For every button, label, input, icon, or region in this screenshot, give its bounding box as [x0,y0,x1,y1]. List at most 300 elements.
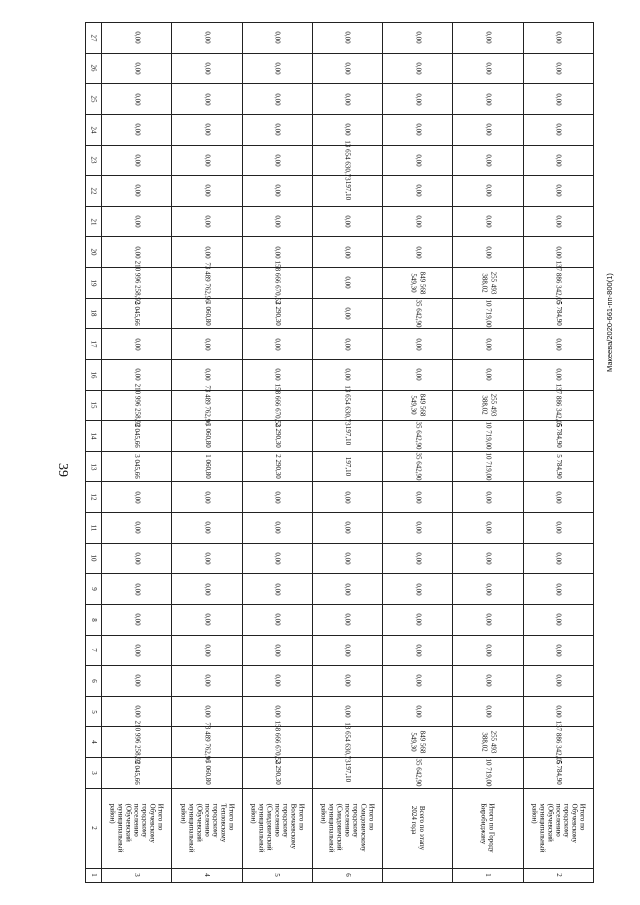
row-label-cell [242,788,312,868]
cell-value: 0,00 [203,337,212,351]
value-cell [383,758,453,789]
cell-value: 0,00 [414,705,423,718]
value-cell [312,574,382,605]
value-cell [172,385,242,426]
cell-value: 3 045,66 [133,760,142,786]
column-number: 23 [89,156,98,164]
row-number: 4 [202,873,211,877]
row-label: Итого по Тепловскому городскому поселению (Обучевский муниципальный район) [178,803,235,853]
value-cell [102,298,172,329]
table-row [86,114,594,145]
cell-value: 0,00 [133,62,142,75]
value-cell [453,268,523,299]
cell-value: 0,00 [133,184,142,198]
cell-value: 0,00 [343,582,352,596]
cell-value: 849 568 549,30 [409,393,427,417]
column-number: 6 [89,679,98,683]
value-cell [102,84,172,115]
value-cell [523,666,593,697]
value-cell [453,451,523,482]
cell-value: 0,00 [414,644,423,657]
value-cell [453,23,523,54]
column-number: 1 [89,873,98,877]
cell-value: 73 489 762,96 [203,385,212,426]
cell-value: 0,00 [273,674,282,688]
cell-value: 5 784,90 [554,760,563,786]
cell-value: 0,00 [484,582,493,596]
value-cell [383,237,453,268]
value-cell [312,140,382,181]
cell-value: 0,00 [203,92,212,106]
value-cell [102,145,172,176]
value-cell [312,604,382,635]
table-row [86,868,594,882]
cell-value: 0,00 [484,123,493,136]
cell-value: 0,00 [554,92,563,106]
value-cell [523,176,593,207]
value-cell [453,390,523,421]
cell-value: 35 642,90 [414,421,423,450]
value-cell [383,114,453,145]
table-row [86,758,594,789]
value-cell [102,206,172,237]
value-cell [312,666,382,697]
value-cell [383,543,453,574]
value-cell [523,543,593,574]
value-cell [172,114,242,145]
value-cell [172,758,242,789]
cell-value: 0,00 [343,644,352,657]
cell-value: 0,00 [484,491,493,504]
value-cell [453,727,523,758]
cell-value: 35 642,90 [414,299,423,328]
cell-value: 0,00 [484,613,493,626]
table-row [86,390,594,421]
cell-value: 0,00 [414,62,423,75]
cell-value: 0,00 [203,521,212,534]
value-cell [523,329,593,360]
column-number-cell [86,421,102,452]
column-number: 2 [89,826,98,830]
value-cell [242,758,312,789]
value-cell [242,482,312,513]
data-table [85,22,594,883]
row-label: Всего по этапу 2024 года [409,805,426,851]
column-number-cell [86,268,102,299]
cell-value: 3 045,66 [133,423,142,449]
cell-value: 0,00 [554,246,563,259]
cell-value: 0,00 [273,337,282,351]
cell-value: 0,00 [414,184,423,198]
cell-value: 10 719,00 [484,452,493,481]
cell-value: 3 045,66 [133,301,142,326]
value-cell [383,390,453,421]
cell-value: 0,00 [273,368,282,381]
cell-value: 0,00 [273,62,282,75]
cell-value: 0,00 [203,123,212,136]
column-number: 12 [89,493,98,501]
value-cell [172,176,242,207]
cell-value: 0,00 [343,62,352,75]
value-cell [102,23,172,54]
value-cell [242,604,312,635]
value-cell [102,513,172,544]
value-cell [242,53,312,84]
value-cell [102,574,172,605]
table-row [86,176,594,207]
cell-value: 158 666 670,53 [273,260,282,305]
column-number: 22 [89,187,98,195]
column-number-cell [86,237,102,268]
column-number: 18 [89,309,98,317]
value-cell [242,635,312,666]
cell-value: 0,00 [484,644,493,657]
value-cell [453,543,523,574]
row-label-cell [312,788,382,868]
cell-value: 0,00 [414,491,423,504]
value-cell [172,543,242,574]
table-row [86,206,594,237]
column-number-cell [86,298,102,329]
cell-value: 0,00 [133,31,142,44]
table-row [86,268,594,299]
cell-value: 1 060,80 [203,423,212,449]
value-cell [242,176,312,207]
value-cell [312,23,382,54]
cell-value: 0,00 [343,215,352,228]
value-cell [312,268,382,299]
column-number-cell [86,635,102,666]
cell-value: 5 784,90 [554,454,563,479]
cell-value: 255 493 388,02 [480,730,498,754]
value-cell [453,237,523,268]
value-cell [453,421,523,452]
value-cell [523,298,593,329]
cell-value: 0,00 [484,184,493,198]
cell-value: 0,00 [203,705,212,718]
table-row [86,604,594,635]
cell-value: 0,00 [133,521,142,534]
column-number-cell [86,696,102,727]
value-cell [383,84,453,115]
cell-value: 0,00 [554,674,563,688]
value-cell [242,329,312,360]
value-cell [102,451,172,482]
cell-value: 0,00 [273,184,282,198]
cell-value: 197,10 [343,763,352,783]
column-number-cell [86,666,102,697]
column-number-cell [86,451,102,482]
data-table-frame [85,22,593,882]
value-cell [242,114,312,145]
row-number: 3 [132,873,141,877]
column-number: 4 [89,740,98,744]
value-cell [312,176,382,207]
value-cell [312,758,382,789]
column-number-cell [86,23,102,54]
value-cell [523,720,593,765]
value-cell [383,696,453,727]
cell-value: 0,00 [484,31,493,44]
column-number: 5 [89,709,98,714]
cell-value: 0,00 [554,154,563,167]
value-cell [102,482,172,513]
value-cell [102,635,172,666]
table-row [86,53,594,84]
value-cell [172,482,242,513]
value-cell [102,53,172,84]
row-number: 6 [343,873,352,877]
cell-value: 13 654 630,73 [343,385,352,426]
value-cell [383,298,453,329]
table-row [86,513,594,544]
cell-value: 0,00 [414,582,423,596]
row-number: 2 [554,873,563,877]
column-number-cell [86,727,102,758]
column-number: 14 [89,432,98,440]
value-cell [172,604,242,635]
cell-value: 1 060,80 [203,301,212,326]
table-row [86,329,594,360]
column-number-cell [86,53,102,84]
cell-value: 0,00 [273,92,282,106]
cell-value: 0,00 [414,613,423,626]
value-cell [383,666,453,697]
row-label-cell [523,788,593,868]
value-cell [172,329,242,360]
cell-value: 0,00 [343,276,352,289]
value-cell [172,262,242,303]
column-number-cell [86,543,102,574]
cell-value: 0,00 [343,674,352,688]
cell-value: 0,00 [273,644,282,657]
column-number: 7 [89,648,98,653]
cell-value: 0,00 [554,215,563,228]
cell-value: 0,00 [343,491,352,504]
value-cell [242,574,312,605]
cell-value: 0,00 [414,337,423,351]
value-cell [242,206,312,237]
cell-value: 0,00 [343,92,352,106]
cell-value: 0,00 [554,521,563,534]
value-cell [312,206,382,237]
cell-value: 0,00 [133,154,142,167]
value-cell [172,513,242,544]
column-number: 8 [89,617,98,622]
cell-value: 0,00 [343,552,352,565]
value-cell [312,722,382,763]
row-number: 1 [484,873,493,877]
cell-value: 0,00 [203,674,212,688]
column-number: 17 [89,340,98,348]
value-cell [383,23,453,54]
column-number: 3 [89,771,98,775]
cell-value: 0,00 [133,674,142,688]
table-row [86,696,594,727]
value-cell [172,451,242,482]
cell-value: 13 654 630,73 [343,140,352,181]
file-reference: Макеева/2020-661-пп-800(1) [605,273,614,372]
cell-value: 0,00 [343,368,352,381]
value-cell [242,451,312,482]
value-cell [172,23,242,54]
cell-value: 0,00 [133,705,142,718]
cell-value: 0,00 [133,215,142,228]
row-label-cell [453,788,523,868]
cell-value: 0,00 [203,154,212,167]
cell-value: 5 784,90 [554,301,563,326]
value-cell [242,383,312,428]
value-cell [102,176,172,207]
value-cell [383,574,453,605]
column-number: 25 [89,95,98,103]
cell-value: 0,00 [203,644,212,657]
row-label-cell [383,788,453,868]
cell-value: 210 996 258,92 [133,383,142,428]
value-cell [312,53,382,84]
column-number-cell [86,574,102,605]
cell-value: 2 290,30 [273,760,282,786]
value-cell [523,23,593,54]
value-cell [523,758,593,789]
value-cell [312,513,382,544]
cell-value: 0,00 [343,31,352,44]
value-cell [453,696,523,727]
value-cell [102,260,172,305]
table-row [86,237,594,268]
cell-value: 0,00 [133,644,142,657]
value-cell [242,84,312,115]
value-cell [383,176,453,207]
value-cell [453,298,523,329]
cell-value: 0,00 [554,184,563,198]
cell-value: 73 489 762,96 [203,722,212,763]
value-cell [383,513,453,544]
cell-value: 0,00 [414,674,423,688]
cell-value: 0,00 [133,246,142,259]
cell-value: 0,00 [203,552,212,565]
cell-value: 0,00 [484,246,493,259]
cell-value: 0,00 [414,92,423,106]
row-number-cell [242,868,312,882]
cell-value: 0,00 [273,246,282,259]
value-cell [383,421,453,452]
value-cell [453,513,523,544]
value-cell [523,145,593,176]
table-row [86,23,594,54]
value-cell [242,145,312,176]
cell-value: 0,00 [554,705,563,718]
cell-value: 0,00 [343,123,352,136]
value-cell [453,53,523,84]
column-number: 10 [89,554,98,562]
value-cell [102,329,172,360]
column-number-cell [86,513,102,544]
cell-value: 2 290,30 [273,301,282,326]
cell-value: 0,00 [133,491,142,504]
value-cell [312,543,382,574]
cell-value: 197,10 [343,426,352,446]
value-cell [523,513,593,544]
value-cell [312,482,382,513]
cell-value: 0,00 [484,62,493,75]
value-cell [172,53,242,84]
cell-value: 0,00 [554,31,563,44]
cell-value: 0,00 [414,123,423,136]
cell-value: 0,00 [203,31,212,44]
value-cell [242,513,312,544]
cell-value: 0,00 [484,521,493,534]
cell-value: 137 886 342,05 [554,383,563,428]
cell-value: 849 568 549,30 [409,730,427,754]
cell-value: 0,00 [203,215,212,228]
cell-value: 255 493 388,02 [480,393,498,417]
cell-value: 0,00 [133,92,142,106]
cell-value: 0,00 [484,337,493,351]
column-number: 26 [89,64,98,72]
table-row [86,543,594,574]
cell-value: 0,00 [343,613,352,626]
cell-value: 10 719,00 [484,758,493,787]
cell-value: 0,00 [414,552,423,565]
cell-value: 137 886 342,05 [554,260,563,305]
cell-value: 0,00 [203,368,212,381]
value-cell [102,758,172,789]
value-cell [453,145,523,176]
table-row [86,666,594,697]
cell-value: 0,00 [414,154,423,167]
value-cell [453,329,523,360]
table-row [86,635,594,666]
value-cell [102,543,172,574]
column-number-cell [86,390,102,421]
table-row [86,451,594,482]
table-row [86,145,594,176]
value-cell [312,385,382,426]
value-cell [453,84,523,115]
value-cell [523,451,593,482]
value-cell [312,329,382,360]
value-cell [242,720,312,765]
cell-value: 0,00 [554,552,563,565]
cell-value: 0,00 [133,582,142,596]
column-number: 20 [89,248,98,256]
value-cell [453,114,523,145]
row-label-cell [102,788,172,868]
value-cell [312,635,382,666]
cell-value: 0,00 [554,613,563,626]
row-label: Итого по Обучевскому городскому поселению (Обучевский муниципальный район) [530,803,587,853]
cell-value: 197,10 [343,456,352,477]
value-cell [172,635,242,666]
row-number-cell [523,868,593,882]
value-cell [523,482,593,513]
cell-value: 0,00 [484,705,493,718]
cell-value: 0,00 [343,246,352,259]
cell-value: 197,10 [343,181,352,201]
cell-value: 1 060,80 [203,760,212,786]
value-cell [383,451,453,482]
cell-value: 137 886 342,05 [554,720,563,765]
cell-value: 0,00 [484,552,493,565]
value-cell [523,53,593,84]
cell-value: 0,00 [273,582,282,596]
column-number-cell [86,206,102,237]
column-number-cell [86,788,102,868]
cell-value: 5 784,90 [554,423,563,449]
table-row [86,84,594,115]
cell-value: 0,00 [273,521,282,534]
